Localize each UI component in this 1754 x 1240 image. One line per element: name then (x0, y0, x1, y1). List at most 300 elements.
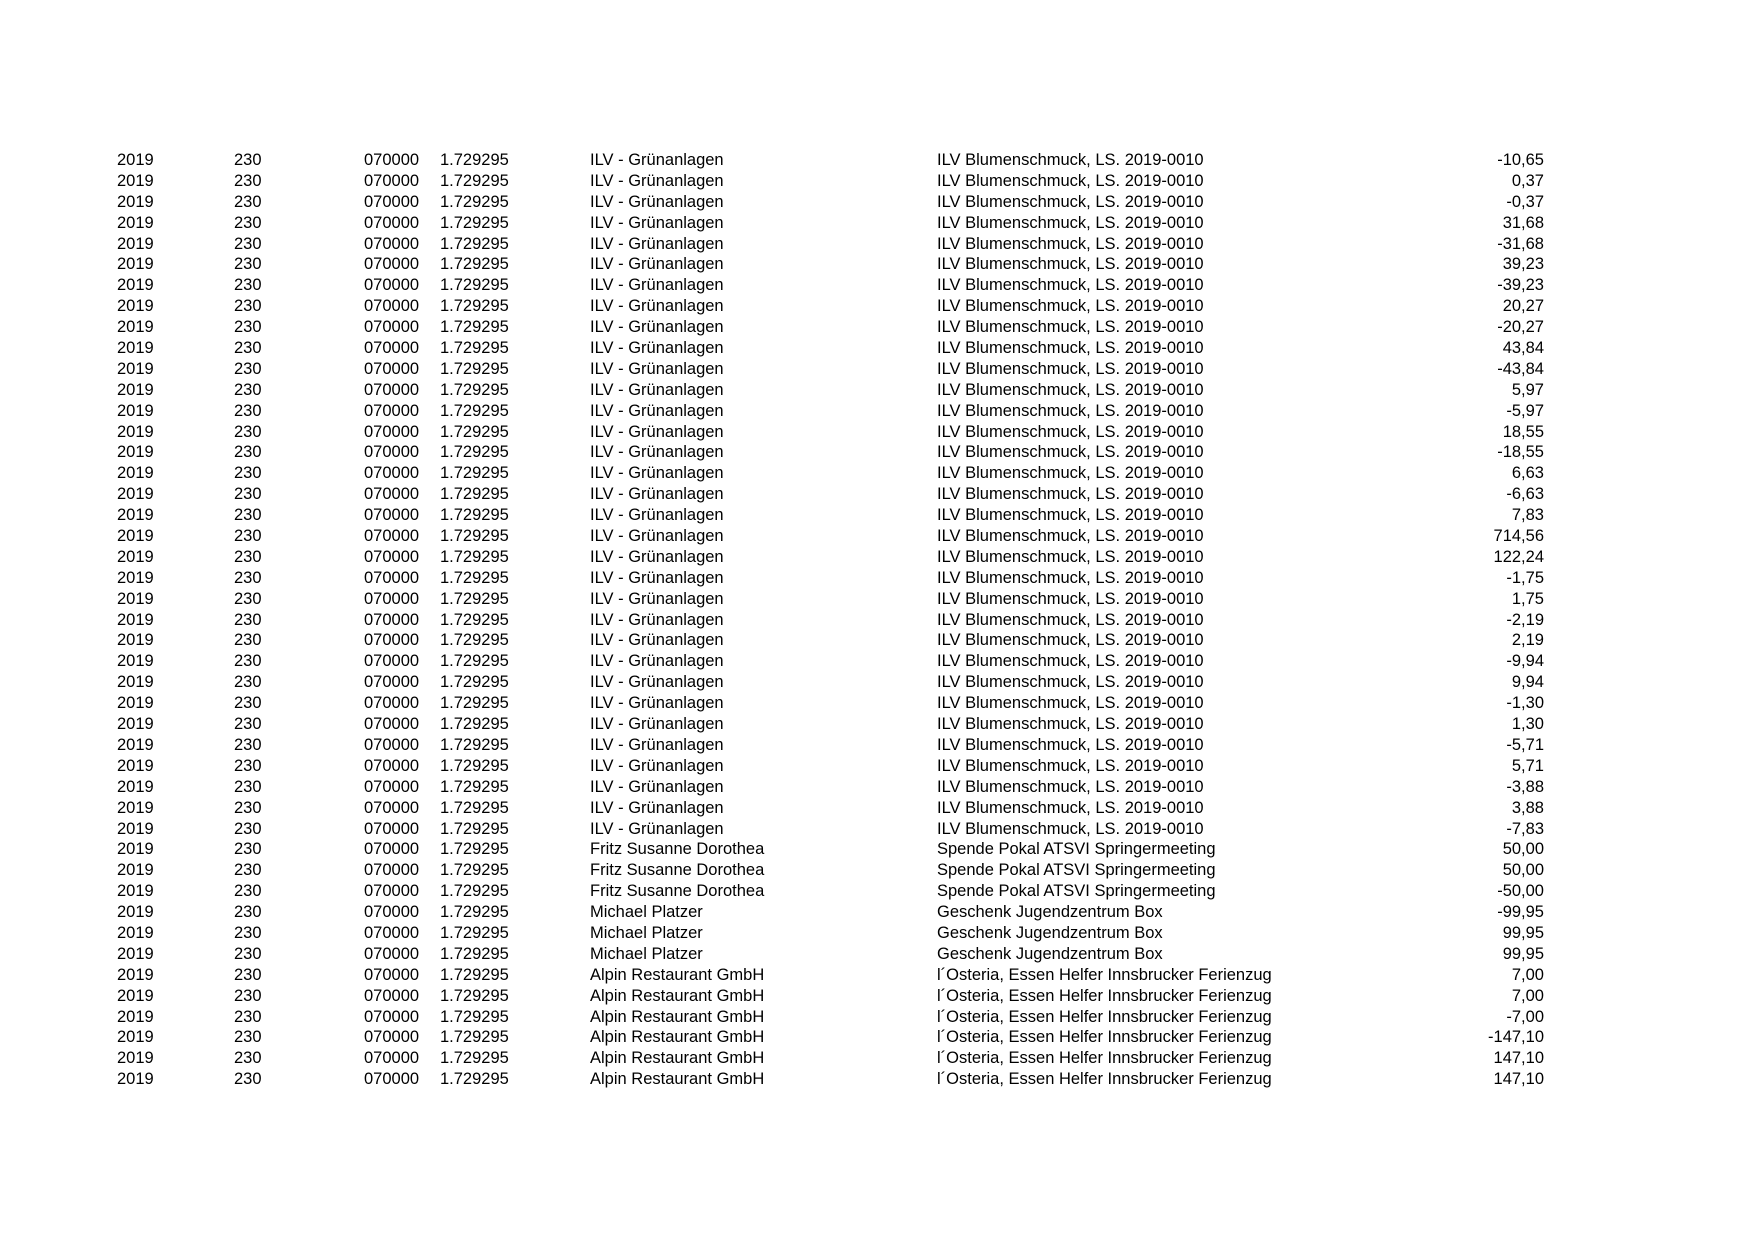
description-cell: ILV Blumenschmuck, LS. 2019-0010 (937, 547, 1204, 566)
name-cell: ILV - Grünanlagen (590, 443, 724, 462)
amount-cell: 7,83 (1511, 506, 1544, 525)
cost-center-cell: 070000 (364, 631, 420, 650)
cost-center-cell: 070000 (364, 944, 420, 963)
description-cell: ILV Blumenschmuck, LS. 2019-0010 (937, 359, 1204, 378)
name-cell: ILV - Grünanlagen (590, 171, 724, 190)
description-cell: l´Osteria, Essen Helfer Innsbrucker Ferienzug (937, 986, 1272, 1005)
code-cell: 230 (234, 694, 262, 713)
account-cell: 1.729295 (440, 234, 509, 253)
cost-center-cell: 070000 (364, 151, 420, 169)
description-cell: Spende Pokal ATSVI Springermeeting (937, 882, 1216, 901)
account-cell: 1.729295 (440, 1028, 509, 1047)
cost-center-cell: 070000 (364, 610, 420, 629)
name-cell: ILV - Grünanlagen (590, 255, 724, 274)
name-cell: ILV - Grünanlagen (590, 192, 724, 211)
year-cell: 2019 (117, 735, 154, 754)
name-cell: ILV - Grünanlagen (590, 422, 724, 441)
description-cell: ILV Blumenschmuck, LS. 2019-0010 (937, 589, 1204, 608)
account-cell: 1.729295 (440, 151, 509, 169)
cost-center-cell: 070000 (364, 506, 420, 525)
name-cell: ILV - Grünanlagen (590, 819, 724, 838)
account-cell: 1.729295 (440, 380, 509, 399)
cost-center-cell: 070000 (364, 965, 420, 984)
table-row (0, 965, 1754, 986)
year-cell: 2019 (117, 380, 154, 399)
name-cell: ILV - Grünanlagen (590, 798, 724, 817)
name-cell: Alpin Restaurant GmbH (590, 1028, 765, 1047)
cost-center-cell: 070000 (364, 234, 420, 253)
amount-cell: 31,68 (1502, 213, 1544, 232)
year-cell: 2019 (117, 485, 154, 504)
name-cell: ILV - Grünanlagen (590, 276, 724, 295)
cost-center-cell: 070000 (364, 255, 420, 274)
cost-center-cell: 070000 (364, 297, 420, 316)
amount-cell: -3,88 (1506, 777, 1544, 796)
amount-cell: -5,71 (1506, 735, 1544, 754)
account-cell: 1.729295 (440, 547, 509, 566)
year-cell: 2019 (117, 1028, 154, 1047)
description-cell: l´Osteria, Essen Helfer Innsbrucker Ferienzug (937, 1070, 1272, 1089)
description-cell: ILV Blumenschmuck, LS. 2019-0010 (937, 401, 1204, 420)
amount-cell: -50,00 (1497, 882, 1544, 901)
description-cell: ILV Blumenschmuck, LS. 2019-0010 (937, 192, 1204, 211)
code-cell: 230 (234, 965, 262, 984)
code-cell: 230 (234, 297, 262, 316)
cost-center-cell: 070000 (364, 1007, 420, 1026)
table-row (0, 254, 1754, 275)
account-cell: 1.729295 (440, 1049, 509, 1068)
name-cell: ILV - Grünanlagen (590, 673, 724, 692)
table-row (0, 610, 1754, 631)
table-row (0, 401, 1754, 422)
code-cell: 230 (234, 756, 262, 775)
code-cell: 230 (234, 1007, 262, 1026)
account-cell: 1.729295 (440, 735, 509, 754)
cost-center-cell: 070000 (364, 547, 420, 566)
account-cell: 1.729295 (440, 861, 509, 880)
description-cell: ILV Blumenschmuck, LS. 2019-0010 (937, 276, 1204, 295)
table-row (0, 672, 1754, 693)
description-cell: l´Osteria, Essen Helfer Innsbrucker Ferienzug (937, 1049, 1272, 1068)
code-cell: 230 (234, 401, 262, 420)
amount-cell: -6,63 (1506, 485, 1544, 504)
description-cell: ILV Blumenschmuck, LS. 2019-0010 (937, 777, 1204, 796)
code-cell: 230 (234, 1070, 262, 1089)
table-row (0, 150, 1754, 171)
amount-cell: 6,63 (1511, 464, 1544, 483)
year-cell: 2019 (117, 547, 154, 566)
name-cell: ILV - Grünanlagen (590, 318, 724, 337)
table-row (0, 526, 1754, 547)
account-cell: 1.729295 (440, 986, 509, 1005)
table-row (0, 630, 1754, 651)
account-cell: 1.729295 (440, 359, 509, 378)
name-cell: ILV - Grünanlagen (590, 756, 724, 775)
amount-cell: -147,10 (1488, 1028, 1544, 1047)
year-cell: 2019 (117, 359, 154, 378)
ledger-table (0, 150, 1754, 1090)
code-cell: 230 (234, 861, 262, 880)
description-cell: Spende Pokal ATSVI Springermeeting (937, 861, 1216, 880)
table-row (0, 651, 1754, 672)
cost-center-cell: 070000 (364, 464, 420, 483)
year-cell: 2019 (117, 756, 154, 775)
account-cell: 1.729295 (440, 777, 509, 796)
description-cell: ILV Blumenschmuck, LS. 2019-0010 (937, 715, 1204, 734)
year-cell: 2019 (117, 944, 154, 963)
year-cell: 2019 (117, 506, 154, 525)
description-cell: ILV Blumenschmuck, LS. 2019-0010 (937, 485, 1204, 504)
amount-cell: 147,10 (1493, 1049, 1544, 1068)
description-cell: ILV Blumenschmuck, LS. 2019-0010 (937, 255, 1204, 274)
table-row (0, 756, 1754, 777)
name-cell: ILV - Grünanlagen (590, 506, 724, 525)
cost-center-cell: 070000 (364, 777, 420, 796)
account-cell: 1.729295 (440, 965, 509, 984)
description-cell: Geschenk Jugendzentrum Box (937, 923, 1163, 942)
cost-center-cell: 070000 (364, 171, 420, 190)
description-cell: ILV Blumenschmuck, LS. 2019-0010 (937, 171, 1204, 190)
cost-center-cell: 070000 (364, 1028, 420, 1047)
amount-cell: -7,00 (1506, 1007, 1544, 1026)
description-cell: ILV Blumenschmuck, LS. 2019-0010 (937, 297, 1204, 316)
code-cell: 230 (234, 422, 262, 441)
code-cell: 230 (234, 798, 262, 817)
code-cell: 230 (234, 276, 262, 295)
name-cell: Fritz Susanne Dorothea (590, 861, 765, 880)
cost-center-cell: 070000 (364, 276, 420, 295)
account-cell: 1.729295 (440, 631, 509, 650)
amount-cell: 50,00 (1502, 861, 1544, 880)
name-cell: ILV - Grünanlagen (590, 547, 724, 566)
cost-center-cell: 070000 (364, 443, 420, 462)
description-cell: ILV Blumenschmuck, LS. 2019-0010 (937, 380, 1204, 399)
description-cell: ILV Blumenschmuck, LS. 2019-0010 (937, 422, 1204, 441)
name-cell: ILV - Grünanlagen (590, 715, 724, 734)
name-cell: Alpin Restaurant GmbH (590, 1070, 765, 1089)
table-row (0, 944, 1754, 965)
amount-cell: 2,19 (1511, 631, 1544, 650)
year-cell: 2019 (117, 339, 154, 358)
cost-center-cell: 070000 (364, 756, 420, 775)
amount-cell: -18,55 (1497, 443, 1544, 462)
account-cell: 1.729295 (440, 673, 509, 692)
table-row (0, 1069, 1754, 1090)
year-cell: 2019 (117, 171, 154, 190)
name-cell: ILV - Grünanlagen (590, 213, 724, 232)
code-cell: 230 (234, 234, 262, 253)
year-cell: 2019 (117, 318, 154, 337)
name-cell: Alpin Restaurant GmbH (590, 1007, 765, 1026)
code-cell: 230 (234, 777, 262, 796)
account-cell: 1.729295 (440, 882, 509, 901)
cost-center-cell: 070000 (364, 401, 420, 420)
description-cell: ILV Blumenschmuck, LS. 2019-0010 (937, 339, 1204, 358)
name-cell: Michael Platzer (590, 923, 703, 942)
name-cell: Alpin Restaurant GmbH (590, 965, 765, 984)
code-cell: 230 (234, 380, 262, 399)
code-cell: 230 (234, 882, 262, 901)
code-cell: 230 (234, 359, 262, 378)
code-cell: 230 (234, 527, 262, 546)
cost-center-cell: 070000 (364, 485, 420, 504)
cost-center-cell: 070000 (364, 673, 420, 692)
name-cell: Fritz Susanne Dorothea (590, 882, 765, 901)
table-row (0, 171, 1754, 192)
account-cell: 1.729295 (440, 464, 509, 483)
year-cell: 2019 (117, 213, 154, 232)
account-cell: 1.729295 (440, 255, 509, 274)
name-cell: ILV - Grünanlagen (590, 151, 724, 169)
year-cell: 2019 (117, 882, 154, 901)
year-cell: 2019 (117, 715, 154, 734)
description-cell: ILV Blumenschmuck, LS. 2019-0010 (937, 506, 1204, 525)
cost-center-cell: 070000 (364, 192, 420, 211)
year-cell: 2019 (117, 255, 154, 274)
cost-center-cell: 070000 (364, 819, 420, 838)
cost-center-cell: 070000 (364, 339, 420, 358)
account-cell: 1.729295 (440, 944, 509, 963)
table-row (0, 839, 1754, 860)
description-cell: ILV Blumenschmuck, LS. 2019-0010 (937, 610, 1204, 629)
code-cell: 230 (234, 1049, 262, 1068)
table-row (0, 380, 1754, 401)
code-cell: 230 (234, 673, 262, 692)
account-cell: 1.729295 (440, 694, 509, 713)
name-cell: ILV - Grünanlagen (590, 735, 724, 754)
cost-center-cell: 070000 (364, 715, 420, 734)
cost-center-cell: 070000 (364, 735, 420, 754)
amount-cell: 3,88 (1511, 798, 1544, 817)
account-cell: 1.729295 (440, 652, 509, 671)
description-cell: Geschenk Jugendzentrum Box (937, 903, 1163, 922)
name-cell: Alpin Restaurant GmbH (590, 1049, 765, 1068)
account-cell: 1.729295 (440, 1007, 509, 1026)
year-cell: 2019 (117, 610, 154, 629)
code-cell: 230 (234, 986, 262, 1005)
amount-cell: -9,94 (1506, 652, 1544, 671)
amount-cell: -2,19 (1506, 610, 1544, 629)
amount-cell: 7,00 (1511, 986, 1544, 1005)
amount-cell: 39,23 (1502, 255, 1544, 274)
year-cell: 2019 (117, 527, 154, 546)
year-cell: 2019 (117, 965, 154, 984)
amount-cell: 99,95 (1502, 923, 1544, 942)
name-cell: ILV - Grünanlagen (590, 359, 724, 378)
account-cell: 1.729295 (440, 923, 509, 942)
name-cell: ILV - Grünanlagen (590, 339, 724, 358)
table-row (0, 1007, 1754, 1028)
amount-cell: -7,83 (1506, 819, 1544, 838)
year-cell: 2019 (117, 694, 154, 713)
year-cell: 2019 (117, 631, 154, 650)
description-cell: ILV Blumenschmuck, LS. 2019-0010 (937, 631, 1204, 650)
account-cell: 1.729295 (440, 798, 509, 817)
name-cell: ILV - Grünanlagen (590, 297, 724, 316)
name-cell: ILV - Grünanlagen (590, 652, 724, 671)
cost-center-cell: 070000 (364, 380, 420, 399)
description-cell: ILV Blumenschmuck, LS. 2019-0010 (937, 652, 1204, 671)
cost-center-cell: 070000 (364, 694, 420, 713)
table-row (0, 338, 1754, 359)
table-row (0, 693, 1754, 714)
year-cell: 2019 (117, 986, 154, 1005)
description-cell: ILV Blumenschmuck, LS. 2019-0010 (937, 673, 1204, 692)
year-cell: 2019 (117, 443, 154, 462)
year-cell: 2019 (117, 652, 154, 671)
year-cell: 2019 (117, 276, 154, 295)
account-cell: 1.729295 (440, 401, 509, 420)
name-cell: ILV - Grünanlagen (590, 610, 724, 629)
code-cell: 230 (234, 715, 262, 734)
amount-cell: 50,00 (1502, 840, 1544, 859)
account-cell: 1.729295 (440, 443, 509, 462)
account-cell: 1.729295 (440, 485, 509, 504)
account-cell: 1.729295 (440, 589, 509, 608)
table-row (0, 735, 1754, 756)
cost-center-cell: 070000 (364, 568, 420, 587)
cost-center-cell: 070000 (364, 840, 420, 859)
description-cell: ILV Blumenschmuck, LS. 2019-0010 (937, 151, 1204, 169)
year-cell: 2019 (117, 1070, 154, 1089)
description-cell: ILV Blumenschmuck, LS. 2019-0010 (937, 756, 1204, 775)
code-cell: 230 (234, 923, 262, 942)
table-row (0, 547, 1754, 568)
table-row (0, 1027, 1754, 1048)
account-cell: 1.729295 (440, 318, 509, 337)
code-cell: 230 (234, 506, 262, 525)
year-cell: 2019 (117, 464, 154, 483)
amount-cell: 1,30 (1511, 715, 1544, 734)
year-cell: 2019 (117, 673, 154, 692)
amount-cell: 99,95 (1502, 944, 1544, 963)
table-row (0, 923, 1754, 944)
amount-cell: -10,65 (1497, 151, 1544, 169)
code-cell: 230 (234, 485, 262, 504)
cost-center-cell: 070000 (364, 1070, 420, 1089)
account-cell: 1.729295 (440, 610, 509, 629)
amount-cell: 43,84 (1502, 339, 1544, 358)
account-cell: 1.729295 (440, 171, 509, 190)
account-cell: 1.729295 (440, 506, 509, 525)
name-cell: ILV - Grünanlagen (590, 568, 724, 587)
table-row (0, 192, 1754, 213)
description-cell: ILV Blumenschmuck, LS. 2019-0010 (937, 735, 1204, 754)
amount-cell: 5,71 (1511, 756, 1544, 775)
amount-cell: -20,27 (1497, 318, 1544, 337)
cost-center-cell: 070000 (364, 986, 420, 1005)
account-cell: 1.729295 (440, 213, 509, 232)
cost-center-cell: 070000 (364, 861, 420, 880)
cost-center-cell: 070000 (364, 213, 420, 232)
code-cell: 230 (234, 464, 262, 483)
description-cell: l´Osteria, Essen Helfer Innsbrucker Ferienzug (937, 1028, 1272, 1047)
cost-center-cell: 070000 (364, 359, 420, 378)
year-cell: 2019 (117, 903, 154, 922)
description-cell: ILV Blumenschmuck, LS. 2019-0010 (937, 798, 1204, 817)
cost-center-cell: 070000 (364, 652, 420, 671)
year-cell: 2019 (117, 401, 154, 420)
code-cell: 230 (234, 568, 262, 587)
account-cell: 1.729295 (440, 756, 509, 775)
amount-cell: 20,27 (1502, 297, 1544, 316)
account-cell: 1.729295 (440, 819, 509, 838)
description-cell: ILV Blumenschmuck, LS. 2019-0010 (937, 213, 1204, 232)
amount-cell: 714,56 (1493, 527, 1544, 546)
cost-center-cell: 070000 (364, 1049, 420, 1068)
year-cell: 2019 (117, 151, 154, 169)
name-cell: ILV - Grünanlagen (590, 589, 724, 608)
table-row (0, 234, 1754, 255)
code-cell: 230 (234, 443, 262, 462)
table-row (0, 422, 1754, 443)
year-cell: 2019 (117, 819, 154, 838)
amount-cell: -1,75 (1506, 568, 1544, 587)
code-cell: 230 (234, 318, 262, 337)
table-row (0, 463, 1754, 484)
amount-cell: 9,94 (1511, 673, 1544, 692)
description-cell: ILV Blumenschmuck, LS. 2019-0010 (937, 568, 1204, 587)
table-row (0, 275, 1754, 296)
year-cell: 2019 (117, 568, 154, 587)
name-cell: ILV - Grünanlagen (590, 401, 724, 420)
table-row (0, 777, 1754, 798)
name-cell: ILV - Grünanlagen (590, 694, 724, 713)
code-cell: 230 (234, 213, 262, 232)
code-cell: 230 (234, 589, 262, 608)
table-row (0, 881, 1754, 902)
cost-center-cell: 070000 (364, 527, 420, 546)
table-row (0, 296, 1754, 317)
year-cell: 2019 (117, 234, 154, 253)
account-cell: 1.729295 (440, 297, 509, 316)
cost-center-cell: 070000 (364, 903, 420, 922)
name-cell: Michael Platzer (590, 903, 703, 922)
cost-center-cell: 070000 (364, 422, 420, 441)
table-row (0, 798, 1754, 819)
account-cell: 1.729295 (440, 840, 509, 859)
year-cell: 2019 (117, 840, 154, 859)
description-cell: l´Osteria, Essen Helfer Innsbrucker Ferienzug (937, 965, 1272, 984)
description-cell: Spende Pokal ATSVI Springermeeting (937, 840, 1216, 859)
code-cell: 230 (234, 903, 262, 922)
code-cell: 230 (234, 547, 262, 566)
year-cell: 2019 (117, 1049, 154, 1068)
amount-cell: 5,97 (1511, 380, 1544, 399)
account-cell: 1.729295 (440, 192, 509, 211)
name-cell: ILV - Grünanlagen (590, 485, 724, 504)
cost-center-cell: 070000 (364, 882, 420, 901)
year-cell: 2019 (117, 923, 154, 942)
code-cell: 230 (234, 1028, 262, 1047)
table-row (0, 589, 1754, 610)
amount-cell: 122,24 (1493, 547, 1544, 566)
amount-cell: 147,10 (1493, 1070, 1544, 1089)
code-cell: 230 (234, 171, 262, 190)
amount-cell: -43,84 (1497, 359, 1544, 378)
code-cell: 230 (234, 944, 262, 963)
code-cell: 230 (234, 631, 262, 650)
table-row (0, 568, 1754, 589)
table-row (0, 359, 1754, 380)
year-cell: 2019 (117, 861, 154, 880)
description-cell: l´Osteria, Essen Helfer Innsbrucker Ferienzug (937, 1007, 1272, 1026)
name-cell: Alpin Restaurant GmbH (590, 986, 765, 1005)
code-cell: 230 (234, 255, 262, 274)
table-row (0, 860, 1754, 881)
table-row (0, 1048, 1754, 1069)
cost-center-cell: 070000 (364, 318, 420, 337)
